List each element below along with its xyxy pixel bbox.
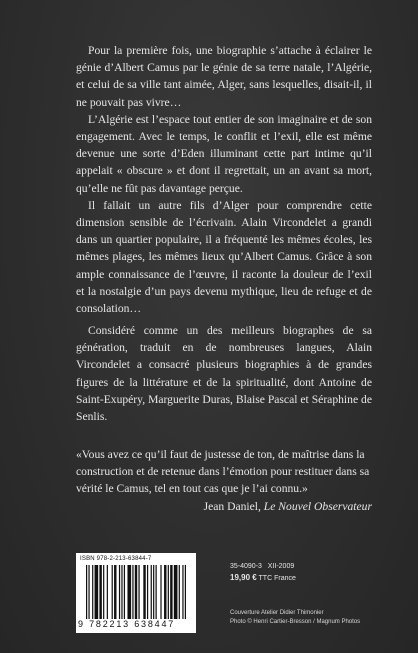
barcode-bar — [107, 565, 108, 619]
author-bio — [76, 322, 372, 425]
press-quote-attribution — [76, 498, 372, 515]
barcode-bar — [138, 565, 139, 619]
barcode-bar — [132, 565, 133, 619]
isbn-label: ISBN 978-2-213-63844-7 — [80, 556, 152, 562]
barcode-bars — [86, 565, 186, 619]
intro-paragraph-3: Il fallait un autre fils d’Alger pour comprendre cette dimension sensible de l’écrivain. Alain Vircondelet a grandi dans un quartier populaire, il a fréquenté les mêmes écoles, les mêmes plages, les mêmes lieux qu’Albert Camus. Grâce à son ample connaissance de l’œuvre, il raconte la douleur de l’exil et la nostalgie d’un pays devenu mythique, lieu de refuge et de consolation… — [76, 198, 372, 316]
barcode — [76, 553, 196, 633]
barcode-bar — [182, 565, 183, 619]
barcode-bar — [95, 565, 99, 619]
credits — [230, 609, 360, 627]
intro-text — [76, 42, 372, 317]
catalog-code: 35-4090-3 — [230, 563, 262, 570]
intro-paragraph-2: L’Algérie est l’espace tout entier de son imaginaire et de son engagement. Avec le temps, le conflit et l’exil, elle est même devenue une sorte d’Eden illuminant cette part intime qu’il appelait « obscure » et dont il regrettait, un an avant sa mort, qu’elle ne fût pas davantage perçue. — [76, 112, 372, 195]
photo-credit: Photo © Henri Cartier-Bresson / Magnum Photos — [230, 619, 361, 625]
barcode-bar — [112, 565, 113, 619]
barcode-bar — [168, 565, 169, 619]
barcode-bar — [127, 565, 131, 619]
author-bio-text: Considéré comme un des meilleurs biographes de sa génération, traduit en de nombreuses langues, Alain Vircondelet a consacré plusieurs biographies à de grandes figures de la littérature et de la spiritualité, dont Antoine de Saint-Exupéry, Marguerite Duras, Blaise Pascal et Séraphine de Senlis. — [76, 324, 372, 424]
barcode-bar — [135, 565, 137, 619]
ean-digits: 9 782213 638447 — [78, 619, 176, 629]
intro-paragraph-1: Pour la première fois, une biographie s’attache à éclairer le génie d’Albert Camus par le génie de sa terre natale, l’Algérie, et celui de sa ville tant aimée, Alger, sans lesquelles, disait-il, il ne pouvait pas vivre… — [76, 44, 372, 109]
barcode-bar — [119, 565, 120, 619]
barcode-bar — [88, 565, 89, 619]
price-suffix: TTC France — [258, 575, 296, 582]
quote-source: Le Nouvel Observateur — [263, 499, 372, 513]
barcode-bar — [92, 565, 93, 619]
price-value: 19,90 € — [230, 573, 257, 582]
barcode-bar — [99, 565, 101, 619]
press-quote-text: «Vous avez ce qu’il faut de justesse de ton, de maîtrise dans la construction et de retenue dans l’émotion pour restituer dans sa vérité le Camus, tel en tout cas que je l’ai connu.» — [76, 448, 370, 496]
barcode-bar — [179, 565, 180, 619]
barcode-bar — [170, 565, 172, 619]
barcode-bar — [164, 565, 166, 619]
barcode-bar — [114, 565, 116, 619]
barcode-bar — [121, 565, 122, 619]
catalog-code-line — [230, 562, 296, 572]
price-info — [230, 562, 296, 584]
cover-credit: Couverture Atelier Didier Thimonier — [230, 610, 324, 616]
barcode-bar — [147, 565, 148, 619]
price-line — [230, 572, 296, 584]
barcode-bar — [185, 565, 186, 619]
barcode-bar — [174, 565, 178, 619]
press-quote — [76, 446, 372, 515]
catalog-date: XII-2009 — [267, 563, 295, 570]
barcode-bar — [86, 565, 87, 619]
barcode-bar — [103, 565, 104, 619]
barcode-bar — [160, 565, 161, 619]
barcode-bar — [156, 565, 157, 619]
barcode-bar — [151, 565, 152, 619]
quote-author: Jean Daniel, — [203, 499, 264, 513]
barcode-bar — [153, 565, 154, 619]
barcode-bar — [124, 565, 125, 619]
barcode-bar — [143, 565, 145, 619]
